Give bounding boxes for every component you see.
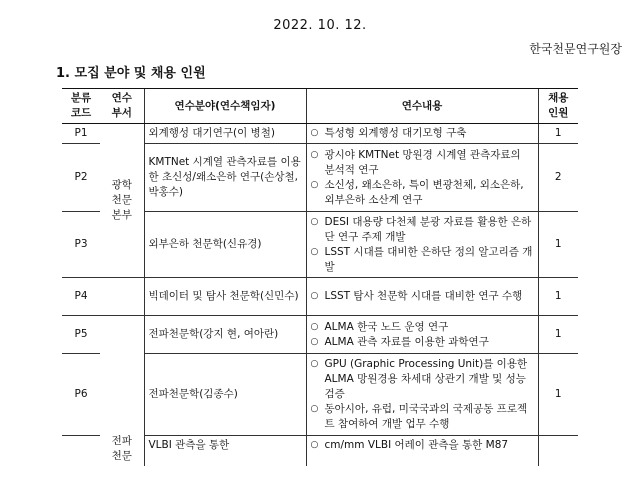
header-count: 채용 인원 xyxy=(538,89,578,124)
content-item: ○ LSST 시대를 대비한 은하단 정의 알고리즘 개발 xyxy=(311,245,534,275)
row-content xyxy=(306,436,538,466)
table-row xyxy=(62,316,578,354)
dept-cell-empty xyxy=(100,278,144,316)
row-field: KMTNet 시계열 관측자료를 이용한 초신성/왜소은하 연구(손상철, 박홍수) xyxy=(144,144,306,212)
row-count: 1 xyxy=(538,354,578,436)
table-row xyxy=(62,278,578,316)
header-code: 분류 코드 xyxy=(62,89,100,124)
content-item: ○ DESI 대용량 다천체 분광 자료를 활용한 은하단 연구 주제 개발 xyxy=(311,215,534,245)
content-item: ○ ALMA 관측 자료를 이용한 과학연구 xyxy=(311,335,534,350)
content-item: ○ 소신성, 왜소은하, 특이 변광천체, 외소은하, 외부은하 소산계 연구 xyxy=(311,178,534,208)
recruitment-table xyxy=(62,88,578,466)
content-item: ○ GPU (Graphic Processing Unit)를 이용한 ALMA 망원경용 차세대 상관기 개발 및 성능 검증 xyxy=(311,357,534,402)
row-code: P2 xyxy=(62,144,100,212)
row-content xyxy=(306,278,538,316)
dept-cell: 광학 천문 본부 xyxy=(100,124,144,278)
header-field: 연수분야(연수책임자) xyxy=(144,89,306,124)
row-count: 1 xyxy=(538,212,578,278)
header-dept: 연수 부서 xyxy=(100,89,144,124)
row-field: 외부은하 천문학(신유경) xyxy=(144,212,306,278)
content-item: ○ 동아시아, 유럽, 미국국과의 국제공동 프로젝트 참여하여 개발 업무 수행 xyxy=(311,402,534,432)
row-code xyxy=(62,436,100,466)
row-code: P6 xyxy=(62,354,100,436)
row-code: P1 xyxy=(62,124,100,144)
row-content xyxy=(306,124,538,144)
row-count: 1 xyxy=(538,316,578,354)
row-content xyxy=(306,316,538,354)
content-item: ○ ALMA 한국 노드 운영 연구 xyxy=(311,320,534,335)
row-code: P3 xyxy=(62,212,100,278)
dept-cell: 전파 천문 xyxy=(111,434,132,462)
content-item: ○ 광시야 KMTNet 망원경 시계열 관측자료의 분석적 연구 xyxy=(311,148,534,178)
table-header-row xyxy=(62,89,578,124)
row-count: 1 xyxy=(538,124,578,144)
row-content xyxy=(306,212,538,278)
row-field: 외계행성 대기연구(이 병철) xyxy=(144,124,306,144)
row-field: 전파천문학(김종수) xyxy=(144,354,306,436)
row-code: P5 xyxy=(62,316,100,354)
row-field: 빅데이터 및 탐사 천문학(신민수) xyxy=(144,278,306,316)
content-item: ○ cm/mm VLBI 어레이 관측을 통한 M87 xyxy=(311,438,534,453)
content-item: ○ LSST 탐사 천문학 시대를 대비한 연구 수행 xyxy=(311,289,534,304)
row-count: 1 xyxy=(538,278,578,316)
document-date: 2022. 10. 12. xyxy=(273,18,367,33)
row-field: VLBI 관측을 통한 xyxy=(144,436,306,466)
row-content xyxy=(306,354,538,436)
row-count: 2 xyxy=(538,144,578,212)
header-content: 연수내용 xyxy=(306,89,538,124)
row-code: P4 xyxy=(62,278,100,316)
table-row xyxy=(62,124,578,144)
section-title: 1. 모집 분야 및 채용 인원 xyxy=(56,66,206,81)
content-item: ○ 특성형 외계행성 대기모형 구축 xyxy=(311,126,534,141)
organization-name: 한국천문연구원장 xyxy=(529,42,622,56)
row-count xyxy=(538,436,578,466)
row-content xyxy=(306,144,538,212)
row-field: 전파천문학(강지 현, 여아란) xyxy=(144,316,306,354)
